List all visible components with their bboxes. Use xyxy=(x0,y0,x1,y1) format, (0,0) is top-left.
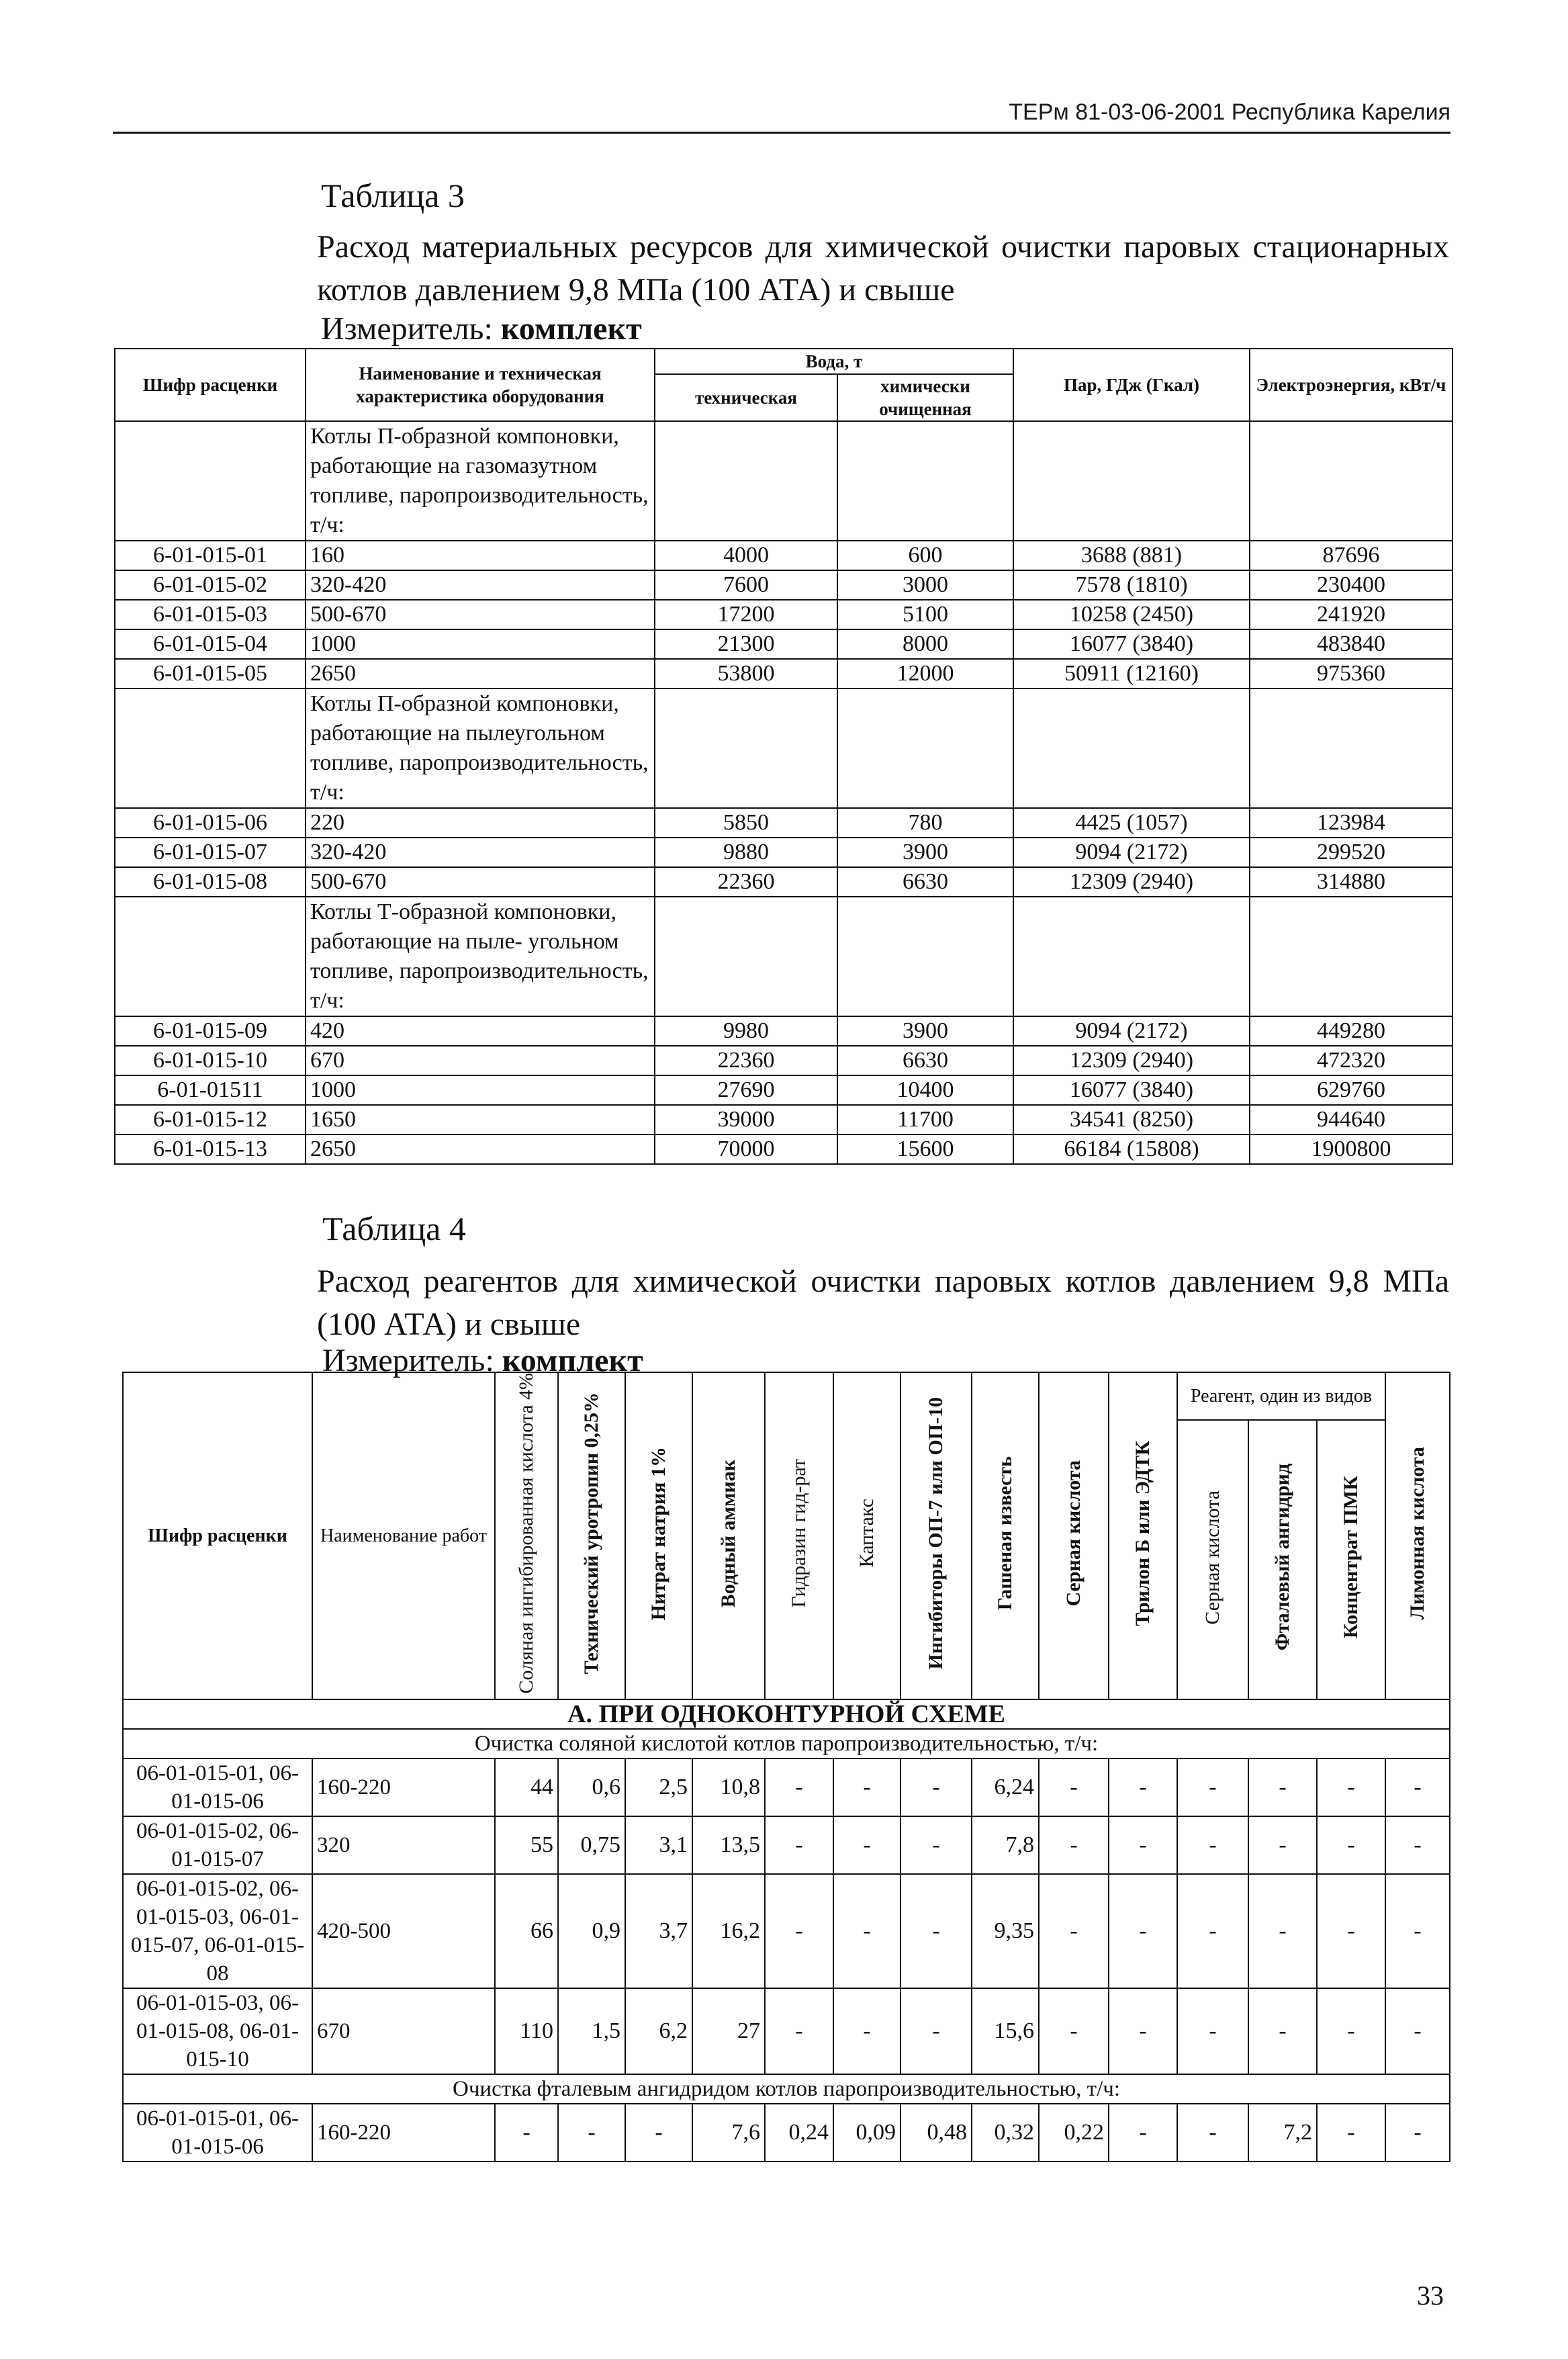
t4-value: 44 xyxy=(495,1759,558,1816)
t4-value: - xyxy=(1248,1988,1317,2074)
t4-value: - xyxy=(1109,1988,1177,2074)
t4-header-label: Лимонная кислота xyxy=(1406,1447,1429,1620)
t4-header-label: Трилон Б или ЭДТК xyxy=(1132,1440,1154,1626)
t4-value: 6,2 xyxy=(625,1988,692,2074)
t3-code: 6-01-015-04 xyxy=(115,629,306,659)
t4-header-reagent-group: Реагент, один из видов xyxy=(1177,1372,1385,1420)
t4-header-col xyxy=(1317,1420,1385,1699)
t3-name: 670 xyxy=(306,1046,655,1075)
t4-value: 10,8 xyxy=(692,1759,765,1816)
t4-value: - xyxy=(833,1874,901,1988)
table-row xyxy=(115,600,1452,629)
t3-water-chem: 5100 xyxy=(837,600,1013,629)
t3-header-name: Наименование и техническая характеристика оборудования xyxy=(306,349,655,421)
t4-subheading-phthalic: Очистка фталевым ангидридом котлов паропроизводительностью, т/ч: xyxy=(123,2074,1450,2104)
t4-value: 2,5 xyxy=(625,1759,692,1816)
t3-power: 483840 xyxy=(1250,629,1452,659)
t3-code: 6-01-015-08 xyxy=(115,867,306,897)
t3-code: 6-01-015-03 xyxy=(115,600,306,629)
table-row xyxy=(115,570,1452,600)
t4-code: 06-01-015-02, 06-01-015-07 xyxy=(123,1816,312,1874)
t4-value: - xyxy=(625,2104,692,2162)
t4-value: - xyxy=(495,2104,558,2162)
t4-section-a: А. ПРИ ОДНОКОНТУРНОЙ СХЕМЕ xyxy=(123,1699,1450,1729)
t4-value: - xyxy=(1385,2104,1450,2162)
t3-water-tech: 22360 xyxy=(655,867,837,897)
t4-value: 110 xyxy=(495,1988,558,2074)
t3-water-chem: 11700 xyxy=(837,1105,1013,1134)
t4-header-label: Соляная ингибированная кислота 4% xyxy=(515,1373,537,1694)
table4-caption: Таблица 4 xyxy=(322,1210,466,1247)
t3-water-chem: 10400 xyxy=(837,1075,1013,1105)
t4-value: - xyxy=(765,1988,833,2074)
document-reference: ТЕРм 81-03-06-2001 Республика Карелия xyxy=(1009,99,1450,125)
t3-name: 1000 xyxy=(306,629,655,659)
t3-code: 6-01-015-05 xyxy=(115,659,306,688)
t3-steam: 12309 (2940) xyxy=(1013,1046,1250,1075)
table3-measure-label: Измеритель: xyxy=(321,311,493,347)
t3-name: 1650 xyxy=(306,1105,655,1134)
t4-value: 15,6 xyxy=(972,1988,1039,2074)
t3-header-steam: Пар, ГДж (Гкал) xyxy=(1013,349,1250,421)
table3-caption: Таблица 3 xyxy=(321,177,465,214)
t3-water-tech: 4000 xyxy=(655,541,837,570)
t4-value: 7,6 xyxy=(692,2104,765,2162)
table4-measure-label: Измеритель: xyxy=(322,1343,494,1378)
t4-value: - xyxy=(1248,1759,1317,1816)
t4-value: - xyxy=(1039,1759,1109,1816)
t4-value: 9,35 xyxy=(972,1874,1039,1988)
t4-value: - xyxy=(1177,1988,1248,2074)
t3-water-chem: 3000 xyxy=(837,570,1013,600)
t3-power: 314880 xyxy=(1250,867,1452,897)
t3-water-tech: 7600 xyxy=(655,570,837,600)
t4-header-label: Ингибиторы ОП-7 или ОП-10 xyxy=(925,1396,947,1670)
t4-header-col xyxy=(495,1372,558,1699)
t3-water-tech: 27690 xyxy=(655,1075,837,1105)
t4-value: 16,2 xyxy=(692,1874,765,1988)
t4-name: 320 xyxy=(312,1816,495,1874)
table4 xyxy=(122,1372,1450,2162)
t3-power: 629760 xyxy=(1250,1075,1452,1105)
t3-water-chem: 3900 xyxy=(837,1016,1013,1046)
t4-name: 160-220 xyxy=(312,1759,495,1816)
t4-value: - xyxy=(1317,1816,1385,1874)
table3-measure-value: комплект xyxy=(500,311,642,347)
t3-steam: 7578 (1810) xyxy=(1013,570,1250,600)
t3-name: 320-420 xyxy=(306,838,655,867)
table-row xyxy=(123,1759,1450,1816)
t4-value: - xyxy=(1177,2104,1248,2162)
t4-header-col xyxy=(692,1372,765,1699)
header-rule xyxy=(113,132,1450,134)
table-row xyxy=(115,838,1452,867)
t3-steam: 50911 (12160) xyxy=(1013,659,1250,688)
t3-power: 230400 xyxy=(1250,570,1452,600)
t3-name: 160 xyxy=(306,541,655,570)
t4-value: 3,1 xyxy=(625,1816,692,1874)
t4-value: - xyxy=(1177,1874,1248,1988)
t4-value: - xyxy=(833,1816,901,1874)
t3-steam: 4425 (1057) xyxy=(1013,808,1250,838)
t3-header-water-tech: техническая xyxy=(655,374,837,421)
t3-water-chem: 12000 xyxy=(837,659,1013,688)
t4-header-col xyxy=(625,1372,692,1699)
t4-value: - xyxy=(1317,1988,1385,2074)
table4-description-text: Расход реагентов для химической очистки паровых котлов давлением 9,8 МПа (100 АТА) и свыше xyxy=(317,1263,1449,1342)
t4-value: - xyxy=(1177,1759,1248,1816)
table-row xyxy=(115,1046,1452,1075)
t4-value: - xyxy=(901,1874,972,1988)
t4-header-col xyxy=(558,1372,625,1699)
t3-power: 449280 xyxy=(1250,1016,1452,1046)
table3-measure xyxy=(321,310,642,347)
t4-value: - xyxy=(1109,2104,1177,2162)
t4-value: - xyxy=(1109,1816,1177,1874)
page-number: 33 xyxy=(1417,2280,1444,2311)
t4-value: 27 xyxy=(692,1988,765,2074)
t3-steam: 16077 (3840) xyxy=(1013,1075,1250,1105)
t3-water-tech: 39000 xyxy=(655,1105,837,1134)
t3-group-row xyxy=(115,421,1452,541)
t3-header-power: Электроэнергия, кВт/ч xyxy=(1250,349,1452,421)
t3-power: 472320 xyxy=(1250,1046,1452,1075)
t3-name: 500-670 xyxy=(306,600,655,629)
t4-header-code: Шифр расценки xyxy=(123,1372,312,1699)
t4-name: 670 xyxy=(312,1988,495,2074)
table-row xyxy=(115,1134,1452,1164)
t4-value: 13,5 xyxy=(692,1816,765,1874)
t3-header-code: Шифр расценки xyxy=(115,349,306,421)
t4-value: 0,75 xyxy=(558,1816,625,1874)
t4-header-col xyxy=(1109,1372,1177,1699)
table-row xyxy=(115,659,1452,688)
t3-steam: 9094 (2172) xyxy=(1013,1016,1250,1046)
t4-header-label: Серная кислота xyxy=(1201,1490,1224,1625)
t4-header-col xyxy=(765,1372,833,1699)
t4-value: 0,09 xyxy=(833,2104,901,2162)
t3-steam: 34541 (8250) xyxy=(1013,1105,1250,1134)
t3-code: 6-01-01511 xyxy=(115,1075,306,1105)
t3-group-row xyxy=(115,688,1452,808)
t3-name: 2650 xyxy=(306,1134,655,1164)
t4-value: - xyxy=(765,1759,833,1816)
t4-value: - xyxy=(833,1759,901,1816)
t4-value: - xyxy=(765,1874,833,1988)
t4-code: 06-01-015-01, 06-01-015-06 xyxy=(123,1759,312,1816)
t4-header-col xyxy=(972,1372,1039,1699)
t3-group-title: Котлы П-образной компоновки, работающие на газомазутном топливе, паропроизводительность, т/ч: xyxy=(306,421,655,541)
t4-value: - xyxy=(1177,1816,1248,1874)
table-row xyxy=(115,1016,1452,1046)
t3-code: 6-01-015-02 xyxy=(115,570,306,600)
t3-power: 1900800 xyxy=(1250,1134,1452,1164)
t4-value: - xyxy=(1317,1874,1385,1988)
t3-header-water-chem: химически очищенная xyxy=(837,374,1013,421)
t3-code: 6-01-015-12 xyxy=(115,1105,306,1134)
t4-header-col xyxy=(1177,1420,1248,1699)
t4-header-name: Наименование работ xyxy=(312,1372,495,1699)
t4-value: - xyxy=(1385,1816,1450,1874)
t4-header-col xyxy=(901,1372,972,1699)
table-row xyxy=(123,1874,1450,1988)
t4-code: 06-01-015-01, 06-01-015-06 xyxy=(123,2104,312,2162)
t4-value: - xyxy=(1109,1874,1177,1988)
t3-steam: 10258 (2450) xyxy=(1013,600,1250,629)
t3-code: 6-01-015-10 xyxy=(115,1046,306,1075)
t4-value: 0,32 xyxy=(972,2104,1039,2162)
t3-water-tech: 70000 xyxy=(655,1134,837,1164)
t4-value: 7,8 xyxy=(972,1816,1039,1874)
t3-code: 6-01-015-07 xyxy=(115,838,306,867)
t4-value: - xyxy=(1385,1759,1450,1816)
table3-description xyxy=(317,226,1449,312)
t3-name: 320-420 xyxy=(306,570,655,600)
t4-value: - xyxy=(1317,2104,1385,2162)
t4-value: 1,5 xyxy=(558,1988,625,2074)
t4-value: - xyxy=(1039,1874,1109,1988)
t3-water-tech: 5850 xyxy=(655,808,837,838)
t3-water-tech: 9980 xyxy=(655,1016,837,1046)
t3-water-chem: 600 xyxy=(837,541,1013,570)
table3 xyxy=(114,348,1453,1165)
table-row xyxy=(123,1816,1450,1874)
t3-code: 6-01-015-13 xyxy=(115,1134,306,1164)
t3-steam: 12309 (2940) xyxy=(1013,867,1250,897)
t3-power: 123984 xyxy=(1250,808,1452,838)
t3-power: 87696 xyxy=(1250,541,1452,570)
t4-value: - xyxy=(1317,1759,1385,1816)
t4-header-label: Гидразин гид-рат xyxy=(788,1458,810,1608)
t3-steam: 3688 (881) xyxy=(1013,541,1250,570)
t4-value: - xyxy=(1109,1759,1177,1816)
t4-value: - xyxy=(1248,1874,1317,1988)
t4-value: - xyxy=(1385,1988,1450,2074)
t4-value: 0,6 xyxy=(558,1759,625,1816)
t4-header-col xyxy=(1248,1420,1317,1699)
t3-water-chem: 6630 xyxy=(837,867,1013,897)
t4-header-label: Нитрат натрия 1% xyxy=(647,1446,670,1620)
t4-value: 7,2 xyxy=(1248,2104,1317,2162)
t3-water-tech: 53800 xyxy=(655,659,837,688)
t4-value: - xyxy=(1039,1816,1109,1874)
table-row xyxy=(115,1105,1452,1134)
t3-steam: 66184 (15808) xyxy=(1013,1134,1250,1164)
t4-header-label: Гашеная известь xyxy=(994,1456,1016,1611)
t3-group-title: Котлы Т-образной компоновки, работающие на пыле- угольном топливе, паропроизводительность, т/ч: xyxy=(306,897,655,1016)
t4-value: 0,22 xyxy=(1039,2104,1109,2162)
t4-value: - xyxy=(833,1988,901,2074)
t3-group-title: Котлы П-образной компоновки, работающие на пылеугольном топливе, паропроизводительность, т/ч: xyxy=(306,688,655,808)
t4-header-label: Серная кислота xyxy=(1062,1460,1085,1607)
table-row xyxy=(115,541,1452,570)
t3-name: 1000 xyxy=(306,1075,655,1105)
t4-value: - xyxy=(1039,1988,1109,2074)
t4-header-col xyxy=(1039,1372,1109,1699)
t4-header-label: Водный аммиак xyxy=(717,1459,739,1607)
t3-power: 241920 xyxy=(1250,600,1452,629)
t4-value: 55 xyxy=(495,1816,558,1874)
t3-steam: 16077 (3840) xyxy=(1013,629,1250,659)
t3-code: 6-01-015-01 xyxy=(115,541,306,570)
table-row xyxy=(123,1988,1450,2074)
t4-name: 420-500 xyxy=(312,1874,495,1988)
table-row xyxy=(123,2104,1450,2162)
t3-water-chem: 780 xyxy=(837,808,1013,838)
t3-power: 975360 xyxy=(1250,659,1452,688)
t4-name: 160-220 xyxy=(312,2104,495,2162)
t4-value: - xyxy=(1248,1816,1317,1874)
t3-power: 944640 xyxy=(1250,1105,1452,1134)
table-row xyxy=(115,808,1452,838)
table-row xyxy=(115,629,1452,659)
t3-name: 2650 xyxy=(306,659,655,688)
t4-value: - xyxy=(558,2104,625,2162)
t3-water-tech: 17200 xyxy=(655,600,837,629)
t4-header-label: Фталевый ангидрид xyxy=(1271,1464,1293,1651)
t3-water-chem: 15600 xyxy=(837,1134,1013,1164)
t4-header-label: Концентрат ПМК xyxy=(1340,1476,1363,1639)
table-row xyxy=(115,1075,1452,1105)
t3-water-chem: 3900 xyxy=(837,838,1013,867)
table4-description xyxy=(317,1260,1449,1346)
t4-code: 06-01-015-03, 06-01-015-08, 06-01-015-10 xyxy=(123,1988,312,2074)
t4-value: 6,24 xyxy=(972,1759,1039,1816)
t3-water-tech: 9880 xyxy=(655,838,837,867)
t4-header-label: Технический уротропин 0,25% xyxy=(580,1392,602,1675)
t3-water-chem: 8000 xyxy=(837,629,1013,659)
t3-code: 6-01-015-06 xyxy=(115,808,306,838)
t3-steam: 9094 (2172) xyxy=(1013,838,1250,867)
t4-code: 06-01-015-02, 06-01-015-03, 06-01-015-07, 06-01-015-08 xyxy=(123,1874,312,1988)
t3-group-row xyxy=(115,897,1452,1016)
t3-header-water: Вода, т xyxy=(655,349,1013,374)
t3-name: 420 xyxy=(306,1016,655,1046)
t4-value: 0,48 xyxy=(901,2104,972,2162)
t3-name: 220 xyxy=(306,808,655,838)
t4-value: - xyxy=(901,1816,972,1874)
t4-value: - xyxy=(1385,1874,1450,1988)
t4-value: - xyxy=(901,1759,972,1816)
t4-header-col xyxy=(1385,1372,1450,1699)
t4-value: 0,9 xyxy=(558,1874,625,1988)
t4-value: - xyxy=(901,1988,972,2074)
table-row xyxy=(115,867,1452,897)
t3-water-chem: 6630 xyxy=(837,1046,1013,1075)
t4-header-label: Каптакс xyxy=(856,1499,878,1568)
t4-value: 66 xyxy=(495,1874,558,1988)
t4-value: 3,7 xyxy=(625,1874,692,1988)
table3-description-text: Расход материальных ресурсов для химической очистки паровых стационарных котлов давлением 9,8 МПа (100 АТА) и свыше xyxy=(317,229,1449,308)
table4-measure-value: комплект xyxy=(502,1343,643,1378)
t4-value: - xyxy=(765,1816,833,1874)
t4-value: 0,24 xyxy=(765,2104,833,2162)
t3-power: 299520 xyxy=(1250,838,1452,867)
t4-subheading-hcl: Очистка соляной кислотой котлов паропроизводительностью, т/ч: xyxy=(123,1729,1450,1759)
t4-header-col xyxy=(833,1372,901,1699)
t3-water-tech: 22360 xyxy=(655,1046,837,1075)
t3-code: 6-01-015-09 xyxy=(115,1016,306,1046)
t3-water-tech: 21300 xyxy=(655,629,837,659)
t3-name: 500-670 xyxy=(306,867,655,897)
